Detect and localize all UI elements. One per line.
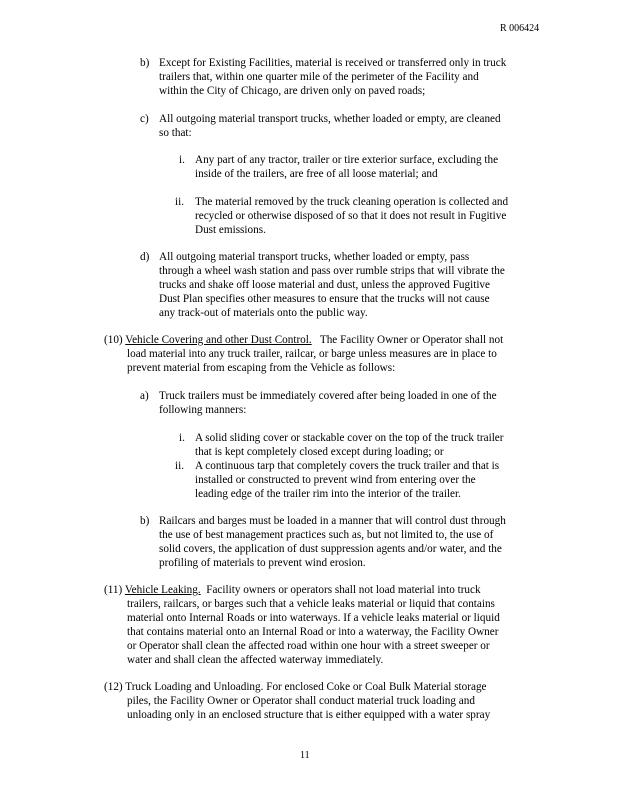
section-first-line: Truck Loading and Unloading. For enclosed Coke or Coal Bulk Material storage bbox=[125, 681, 487, 693]
text-line: leading edge of the trailer rim into the interior of the trailer. bbox=[195, 488, 461, 500]
section-heading: Vehicle Covering and other Dust Control. bbox=[125, 334, 312, 346]
text-line: All outgoing material transport trucks, whether loaded or empty, are cleaned bbox=[159, 113, 501, 125]
subclause-label: i. bbox=[179, 154, 185, 166]
bates-number: R 006424 bbox=[500, 23, 540, 34]
section-number: (12) bbox=[104, 681, 123, 693]
text-line: through a wheel wash station and pass over rumble strips that will vibrate the bbox=[159, 265, 505, 277]
text-line: prevent material from escaping from the Vehicle as follows: bbox=[127, 362, 396, 374]
text-line: A solid sliding cover or stackable cover on the top of the truck trailer bbox=[195, 432, 504, 444]
section-text bbox=[104, 583, 500, 667]
text-line: The material removed by the truck cleaning operation is collected and bbox=[195, 196, 509, 208]
text-line: inside of the trailers, are free of all loose material; and bbox=[195, 168, 438, 180]
text-line: so that: bbox=[159, 127, 192, 139]
text-line: profiling of materials to prevent wind erosion. bbox=[159, 557, 366, 569]
text-line: any track-out of materials onto the public way. bbox=[159, 307, 368, 319]
subclause-text bbox=[195, 195, 508, 237]
clause-text bbox=[159, 112, 501, 140]
clause-text bbox=[159, 56, 506, 98]
text-line: Except for Existing Facilities, material is received or transferred only in truck bbox=[159, 57, 507, 69]
text-line: or Operator shall clean the affected road within one hour with a street sweeper or bbox=[127, 640, 490, 652]
section-heading-rest: Facility owners or operators shall not load material into truck bbox=[200, 584, 481, 596]
subclause-text bbox=[195, 153, 498, 181]
subclause-text bbox=[195, 459, 499, 501]
subclause-label: i. bbox=[179, 432, 185, 444]
text-line: that contains material onto an Internal Road or into a waterway, the Facility Owner bbox=[127, 626, 499, 638]
text-line: solid covers, the application of dust suppression agents and/or water, and the bbox=[159, 543, 502, 555]
subclause-label: ii. bbox=[175, 460, 185, 472]
section-heading: Vehicle Leaking. bbox=[124, 584, 201, 596]
text-line bbox=[104, 333, 503, 347]
text-line: material onto Internal Roads or into waterways. If a vehicle leaks material or liquid bbox=[127, 612, 500, 624]
clause-label: b) bbox=[140, 57, 150, 69]
clause-text bbox=[159, 514, 506, 570]
section-heading-rest: The Facility Owner or Operator shall not bbox=[311, 334, 504, 346]
section-number: (10) bbox=[104, 334, 123, 346]
text-line: load material into any truck trailer, railcar, or barge unless measures are in place to bbox=[127, 348, 497, 360]
text-line: Dust Plan specifies other measures to ensure that the trucks will not cause bbox=[159, 293, 490, 305]
text-line: water and shall clean the affected waterway immediately. bbox=[127, 654, 384, 666]
text-line: unloading only in an enclosed structure that is either equipped with a water spray bbox=[127, 709, 491, 721]
text-line: Any part of any tractor, trailer or tire exterior surface, excluding the bbox=[195, 154, 499, 166]
clause-text bbox=[159, 250, 505, 320]
text-line: recycled or otherwise disposed of so that it does not result in Fugitive bbox=[195, 210, 507, 222]
text-line: All outgoing material transport trucks, whether loaded or empty, pass bbox=[159, 251, 470, 263]
text-line bbox=[104, 680, 490, 694]
section-text bbox=[104, 333, 503, 375]
section-number: (11) bbox=[104, 584, 123, 596]
text-line: the use of best management practices such as, but not limited to, the use of bbox=[159, 529, 494, 541]
clause-label: a) bbox=[140, 390, 149, 402]
text-line: trucks and shake off loose material and dust, unless the approved Fugitive bbox=[159, 279, 490, 291]
text-line: Railcars and barges must be loaded in a manner that will control dust through bbox=[159, 515, 506, 527]
text-line: Truck trailers must be immediately covered after being loaded in one of the bbox=[159, 390, 497, 402]
subclause-label: ii. bbox=[175, 196, 185, 208]
clause-label: b) bbox=[140, 515, 150, 527]
text-line: piles, the Facility Owner or Operator shall conduct material truck loading and bbox=[127, 695, 475, 707]
clause-text bbox=[159, 389, 497, 417]
page-number: 11 bbox=[300, 750, 310, 761]
subclause-text bbox=[195, 431, 504, 459]
text-line: trailers that, within one quarter mile of the perimeter of the Facility and bbox=[159, 71, 479, 83]
clause-label: d) bbox=[140, 251, 150, 263]
text-line: Dust emissions. bbox=[195, 224, 266, 236]
text-line: following manners: bbox=[159, 404, 247, 416]
text-line bbox=[104, 583, 500, 597]
text-line: that is kept completely closed except during loading; or bbox=[195, 446, 444, 458]
section-text bbox=[104, 680, 490, 722]
text-line: installed or constructed to prevent wind from entering over the bbox=[195, 474, 476, 486]
clause-label: c) bbox=[140, 113, 149, 125]
text-line: A continuous tarp that completely covers the truck trailer and that is bbox=[195, 460, 500, 472]
text-line: trailers, railcars, or barges such that a vehicle leaks material or liquid that contains bbox=[127, 598, 495, 610]
text-line: within the City of Chicago, are driven only on paved roads; bbox=[159, 85, 426, 97]
